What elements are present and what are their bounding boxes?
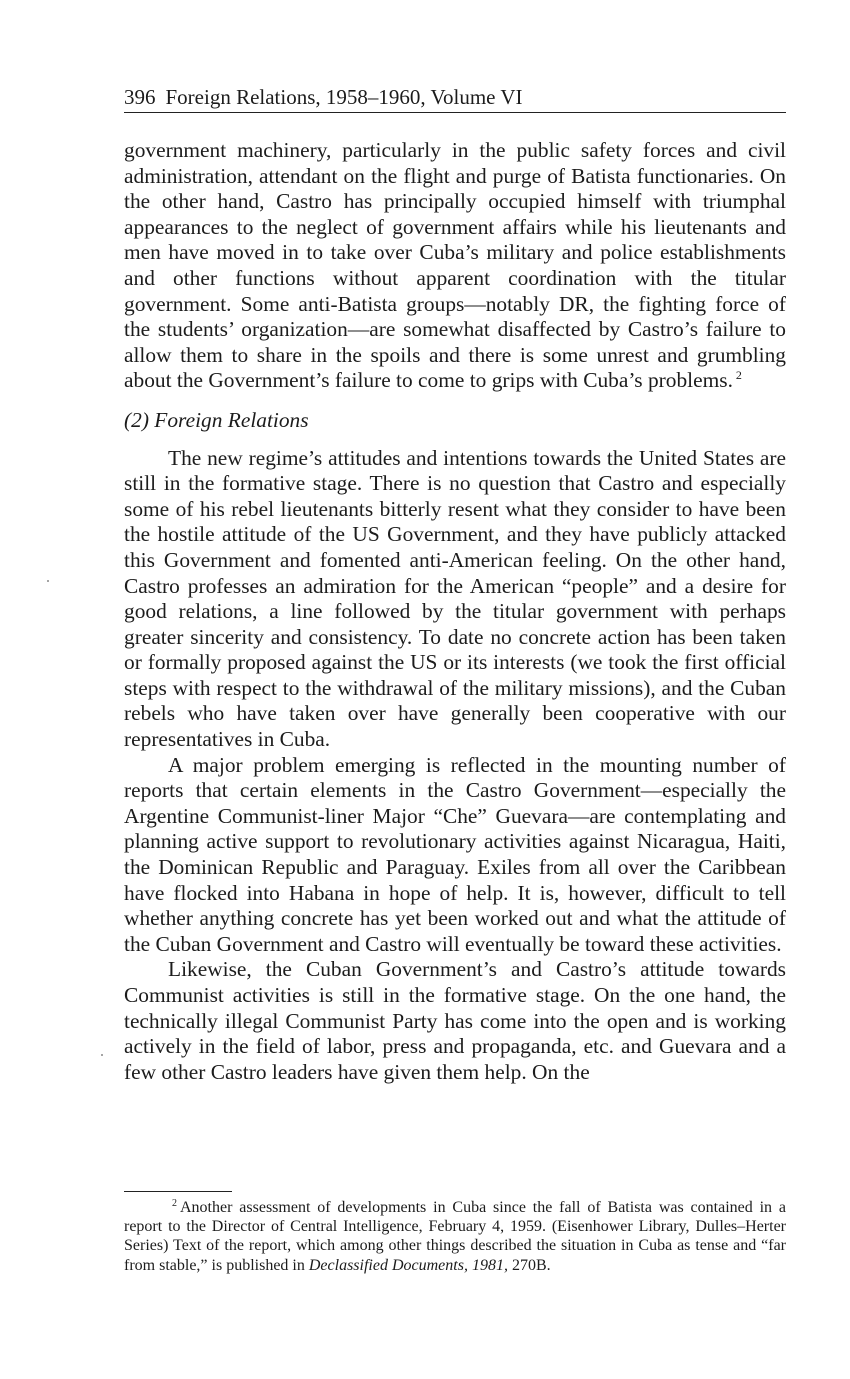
scan-speck bbox=[101, 1054, 103, 1056]
footnote-divider bbox=[124, 1191, 232, 1192]
footnote-marker: 2 bbox=[172, 1197, 177, 1209]
paragraph-2: The new regime’s attitudes and intentions towards the United States are still in the formative stage. There is no question that Castro and especially some of his rebel lieutenants bitterly resent what they consider to have been the hostile attitude of the US Government, and they have publicly attacked this Government and fomented anti-American feeling. On the other hand, Castro professes an admiration for the American “people” and a desire for good relations, a line followed by the titular government with perhaps greater sincerity and consistency. To date no concrete action has been taken or formally proposed against the US or its interests (we took the first official steps with respect to the withdrawal of the military missions), and the Cuban rebels who have taken over have generally been cooperative with our representatives in Cuba. bbox=[124, 445, 786, 752]
footnote-publication-title: Declassified Documents, 1981, bbox=[308, 1256, 508, 1274]
body-text bbox=[124, 138, 786, 1085]
running-head bbox=[124, 84, 786, 113]
volume-title: Foreign Relations, 1958–1960, Volume VI bbox=[165, 85, 523, 109]
footnote bbox=[124, 1198, 786, 1275]
footnote-text: Another assessment of developments in Cuba since the fall of Batista was contained in a report to the Director of Central Intelligence, February 4, 1959. (Eisenhower Library, Dulles–Herter Series) Text of the report, which among other things described the situation in Cuba as tense and “far from stable,” is published in bbox=[124, 1199, 786, 1274]
scan-speck bbox=[47, 580, 49, 582]
footnote-reference: 2 bbox=[735, 368, 742, 383]
footnote-text-end: 270B. bbox=[507, 1256, 551, 1274]
page-number: 396 bbox=[124, 85, 156, 109]
paragraph-continuation bbox=[124, 138, 786, 394]
paragraph-1-text: government machinery, particularly in the public safety forces and civil administration, attendant on the flight and purge of Batista functionaries. On the other hand, Castro has principally occupied himself with triumphal appearances to the neglect of government affairs while his lieutenants and men have moved in to take over Cuba’s military and police establishments and other functions without apparent coordination with the titular government. Some anti-Batista groups—notably DR, the fighting force of the students’ organization—are somewhat disaffected by Castro’s failure to allow them to share in the spoils and there is some unrest and grumbling about the Government’s failure to come to grips with Cuba’s problems. bbox=[124, 138, 786, 393]
paragraph-4: Likewise, the Cuban Government’s and Castro’s attitude towards Communist activities is still in the formative stage. On the one hand, the technically illegal Communist Party has come into the open and is working actively in the field of labor, press and propaganda, etc. and Guevara and a few other Castro leaders have given them help. On the bbox=[124, 957, 786, 1084]
section-heading: (2) Foreign Relations bbox=[124, 407, 309, 432]
paragraph-3: A major problem emerging is reflected in the mounting number of reports that certain elements in the Castro Government—especially the Argentine Communist-liner Major “Che” Guevara—are contemplating and planning active support to revolutionary activities against Nicaragua, Haiti, the Dominican Republic and Paraguay. Exiles from all over the Caribbean have flocked into Habana in hope of help. It is, however, difficult to tell whether anything concrete has yet been worked out and what the attitude of the Cuban Government and Castro will eventually be toward these activities. bbox=[124, 752, 786, 956]
